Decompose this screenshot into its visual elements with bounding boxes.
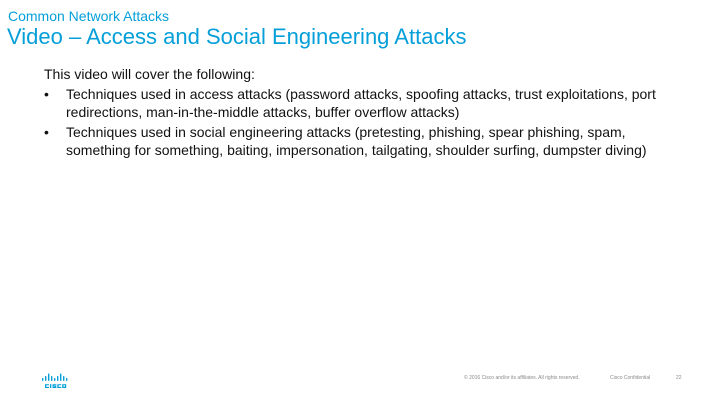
bullet-marker: • <box>44 86 49 102</box>
slide-title: Video – Access and Social Engineering Attacks <box>7 24 467 49</box>
page-number: 22 <box>676 375 682 381</box>
cisco-logo-icon <box>41 373 69 390</box>
bullet-text: Techniques used in access attacks (password attacks, spoofing attacks, trust exploitations, port redirections, man-in-the-middle attacks, buffer overflow attacks) <box>66 86 656 120</box>
bullet-item <box>44 85 694 121</box>
confidential-label: Cisco Confidential <box>610 375 651 381</box>
copyright-text: © 2016 Cisco and/or its affiliates. All rights reserved. <box>464 375 580 381</box>
section-kicker: Common Network Attacks <box>8 8 170 24</box>
bullet-item <box>44 123 694 159</box>
bullet-text: Techniques used in social engineering attacks (pretesting, phishing, spear phishing, spam, something for something, baiting, impersonation, tailgating, shoulder surfing, dumpster diving) <box>66 124 647 158</box>
slide-body <box>44 65 694 161</box>
intro-text: This video will cover the following: <box>44 66 255 82</box>
bullet-marker: • <box>44 124 49 140</box>
bullet-list <box>44 85 694 159</box>
